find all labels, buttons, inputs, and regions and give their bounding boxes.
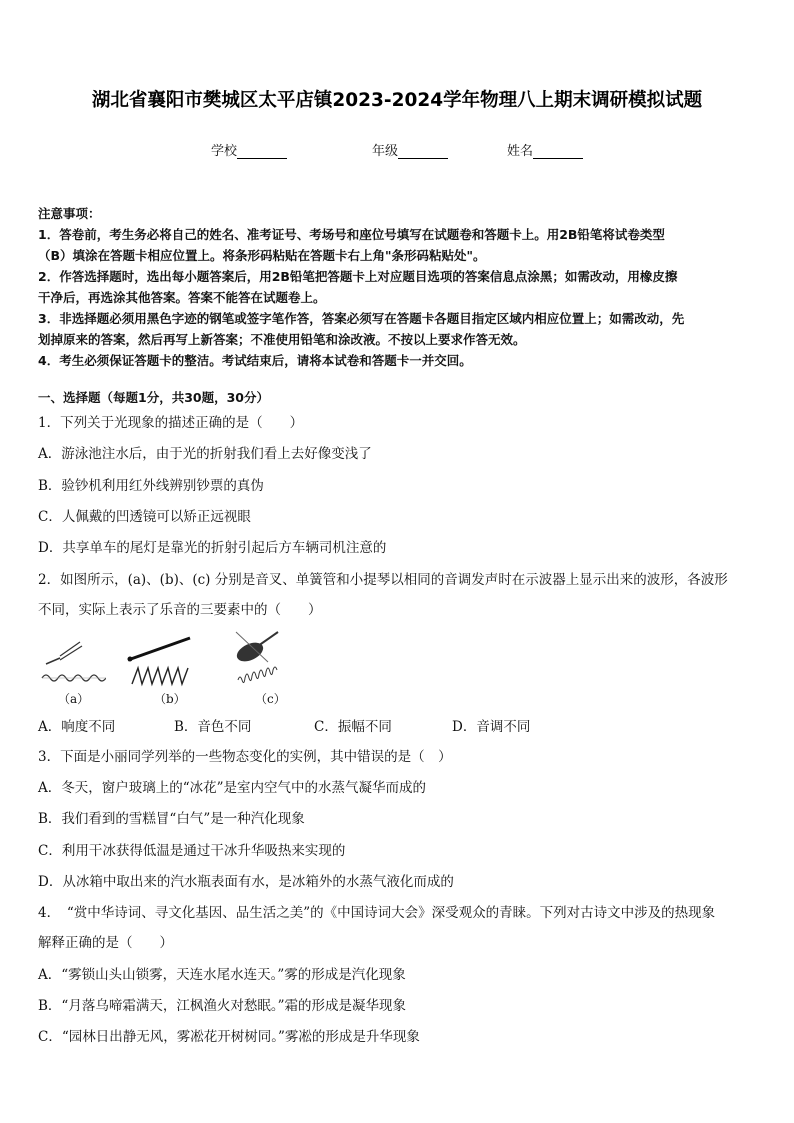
tuning-fork-figure — [40, 628, 106, 688]
question-2-stem-line2: 不同，实际上表示了乐音的三要素中的（ ） — [38, 602, 322, 618]
waveform-c — [238, 667, 277, 683]
name-label: 姓名 — [507, 144, 534, 159]
notice-line: （B）填涂在答题卡相应位置上。将条形码粘贴在答题卡右上角"条形码粘贴处"。 — [38, 248, 486, 263]
question-1-option-a: A．游泳池注水后，由于光的折射我们看上去好像变浅了 — [38, 446, 372, 462]
student-info-row — [0, 140, 794, 160]
grade-label: 年级 — [372, 144, 399, 159]
violin-figure — [228, 628, 298, 690]
violin-icon — [234, 632, 278, 665]
question-3-option-a: A．冬天，窗户玻璃上的“冰花”是室内空气中的水蒸气凝华而成的 — [38, 780, 427, 796]
exam-title: 湖北省襄阳市樊城区太平店镇2023-2024学年物理八上期末调研模拟试题 — [91, 90, 703, 111]
question-2-options — [38, 713, 762, 741]
clarinet-figure — [124, 628, 194, 690]
question-4-option-b: B．“月落乌啼霜满天，江枫渔火对愁眠。”霜的形成是凝华现象 — [38, 998, 406, 1014]
figure-label-c: （c） — [255, 692, 286, 706]
question-3-option-d: D．从冰箱中取出来的汽水瓶表面有水，是冰箱外的水蒸气液化而成的 — [38, 874, 454, 890]
question-1-option-b: B．验钞机利用红外线辨别钞票的真伪 — [38, 478, 264, 494]
grade-field — [372, 140, 448, 159]
name-blank — [533, 146, 583, 159]
question-4-option-a: A．“雾锁山头山锁雾，天连水尾水连天。”雾的形成是汽化现象 — [38, 967, 406, 983]
tuning-fork-icon — [46, 642, 82, 664]
question-3-option-c: C．利用干冰获得低温是通过干冰升华吸热来实现的 — [38, 843, 346, 859]
school-label: 学校 — [211, 144, 238, 159]
grade-blank — [398, 146, 448, 159]
question-4-stem-line2: 解释正确的是（ ） — [38, 935, 173, 951]
figure-label-a: （a） — [58, 692, 90, 706]
notice-line: 2．作答选择题时，选出每小题答案后，用2B铅笔把答题卡上对应题目选项的答案信息点涂黑；如需改动，用橡皮擦 — [38, 269, 678, 284]
question-3-option-b: B．我们看到的雪糕冒“白气”是一种汽化现象 — [38, 811, 305, 827]
question-2-stem-line1: 2．如图所示，(a)、(b)、(c) 分别是音叉、单簧管和小提琴以相同的音调发声时在示波器上显示出来的波形，各波形 — [38, 572, 728, 588]
name-field — [507, 140, 583, 159]
question-1-stem: 1．下列关于光现象的描述正确的是（ ） — [38, 415, 304, 431]
school-blank — [237, 146, 287, 159]
notice-line: 干净后，再选涂其他答案。答案不能答在试题卷上。 — [38, 290, 326, 305]
school-field — [211, 140, 287, 159]
notice-line: 3．非选择题必须用黑色字迹的钢笔或签字笔作答，答案必须写在答题卡各题目指定区域内相应位置上；如需改动，先 — [38, 311, 685, 326]
notice-heading: 注意事项： — [38, 206, 101, 221]
notice-line: 划掉原来的答案，然后再写上新答案；不准使用铅笔和涂改液。不按以上要求作答无效。 — [38, 332, 526, 347]
question-2-option-d: D．音调不同 — [452, 719, 531, 735]
question-2-option-a: A．响度不同 — [38, 719, 116, 735]
notice-section — [38, 203, 758, 371]
notice-line: 1．答卷前，考生务必将自己的姓名、准考证号、考场号和座位号填写在试题卷和答题卡上。用2B铅笔将试卷类型 — [38, 227, 665, 242]
question-1-option-c: C．人佩戴的凹透镜可以矫正远视眼 — [38, 509, 251, 525]
question-3-stem: 3．下面是小丽同学列举的一些物态变化的实例，其中错误的是（ ） — [38, 749, 452, 765]
question-2-option-c: C．振幅不同 — [314, 719, 392, 735]
question-1-option-d: D．共享单车的尾灯是靠光的折射引起后方车辆司机注意的 — [38, 540, 387, 556]
waveform-b — [132, 668, 188, 684]
question-4-option-c: C．“园林日出静无风，雾凇花开树树同。”雾凇的形成是升华现象 — [38, 1029, 420, 1045]
figure-label-b: （b） — [154, 692, 186, 706]
clarinet-icon — [128, 638, 191, 662]
question-4-stem-line1: 4． “赏中华诗词、寻文化基因、品生活之美”的《中国诗词大会》深受观众的青睐。下列对古诗文中涉及的热现象 — [38, 905, 716, 921]
question-2-option-b: B．音色不同 — [174, 719, 252, 735]
section-heading: 一、选择题（每题1分，共30题，30分） — [38, 390, 269, 405]
notice-line: 4．考生必须保证答题卡的整洁。考试结束后，请将本试卷和答题卡一并交回。 — [38, 353, 472, 368]
